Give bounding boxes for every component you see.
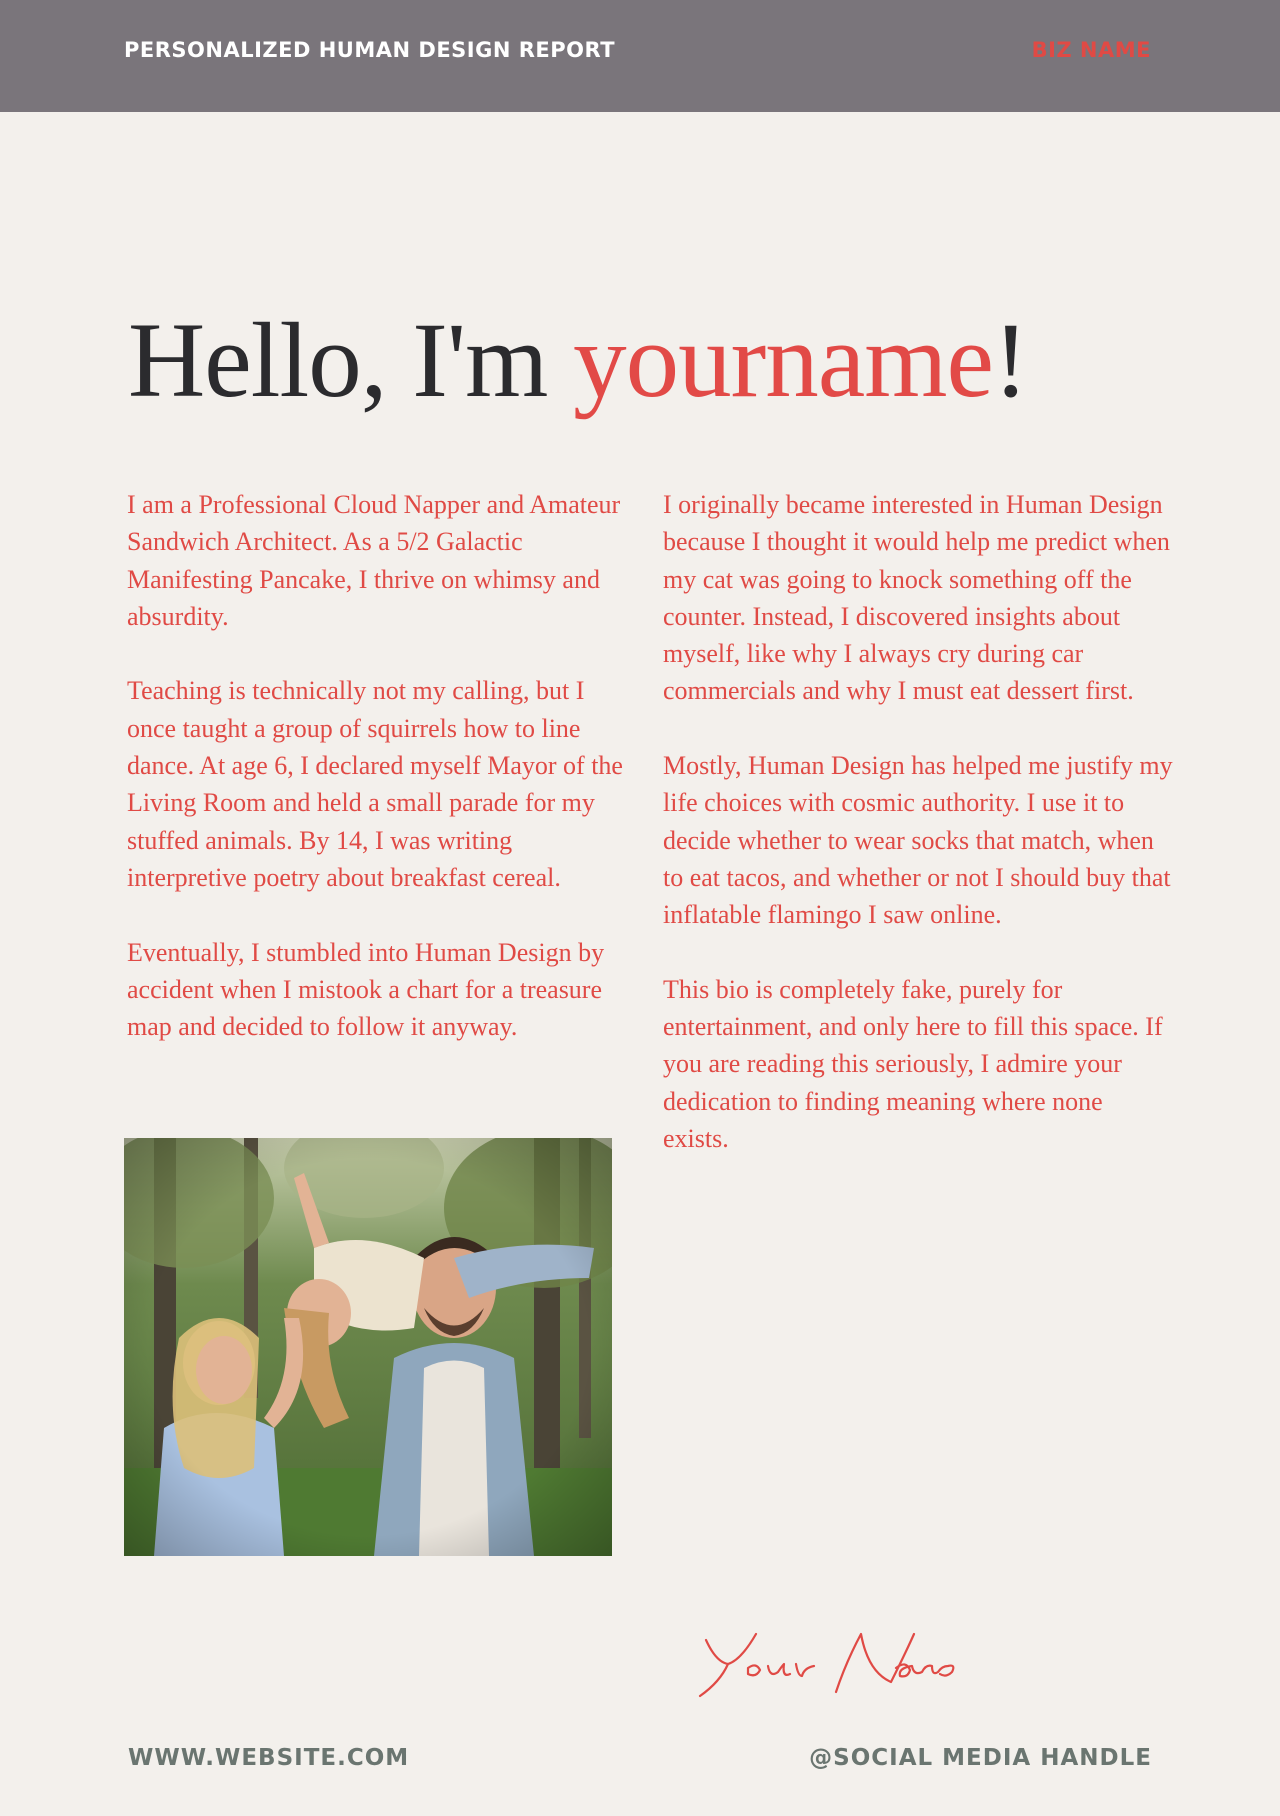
signature — [686, 1622, 976, 1702]
bio-paragraph: I originally became interested in Human Design because I thought it would help me predict when my cat was going to knock something off the counter. Instead, I discovered insights about myself, like why I always cry during car commercials and why I must eat dessert first. — [663, 490, 1170, 706]
biz-name: BIZ NAME — [1031, 38, 1151, 62]
page-headline — [128, 296, 1028, 426]
headline-prefix: Hello, I'm — [128, 302, 574, 420]
family-photo-illustration — [124, 1138, 612, 1556]
family-photo — [124, 1138, 612, 1556]
bio-paragraph: Eventually, I stumbled into Human Design by accident when I mistook a chart for a treasure map and decided to follow it anyway. — [127, 937, 605, 1042]
bio-paragraph: Teaching is technically not my calling, but I once taught a group of squirrels how to line dance. At age 6, I declared myself Mayor of the Living Room and held a small parade for my stuffed animals. By 14, I was writing interpretive poetry about breakfast cereal. — [127, 676, 623, 892]
social-handle[interactable]: @SOCIAL MEDIA HANDLE — [809, 1745, 1152, 1771]
header-bar — [0, 0, 1280, 112]
bio-paragraph: This bio is completely fake, purely for entertainment, and only here to fill this space. If you are reading this seriously, I admire your dedication to finding meaning where none exists. — [663, 974, 1163, 1154]
headline-name: yourname — [573, 302, 993, 420]
report-title: PERSONALIZED HUMAN DESIGN REPORT — [124, 38, 616, 62]
bio-column-left — [127, 486, 627, 1083]
bio-paragraph: Mostly, Human Design has helped me justify my life choices with cosmic authority. I use it to decide whether to wear socks that match, when to eat tacos, and whether or not I should buy that inflatable flamingo I saw online. — [663, 751, 1173, 930]
website-link[interactable]: WWW.WEBSITE.COM — [128, 1745, 410, 1771]
headline-suffix: ! — [992, 302, 1028, 420]
bio-column-right — [663, 486, 1173, 1195]
bio-paragraph: I am a Professional Cloud Napper and Amateur Sandwich Architect. As a 5/2 Galactic Manifesting Pancake, I thrive on whimsy and absurdity. — [127, 490, 621, 631]
signature-mark — [686, 1622, 976, 1702]
